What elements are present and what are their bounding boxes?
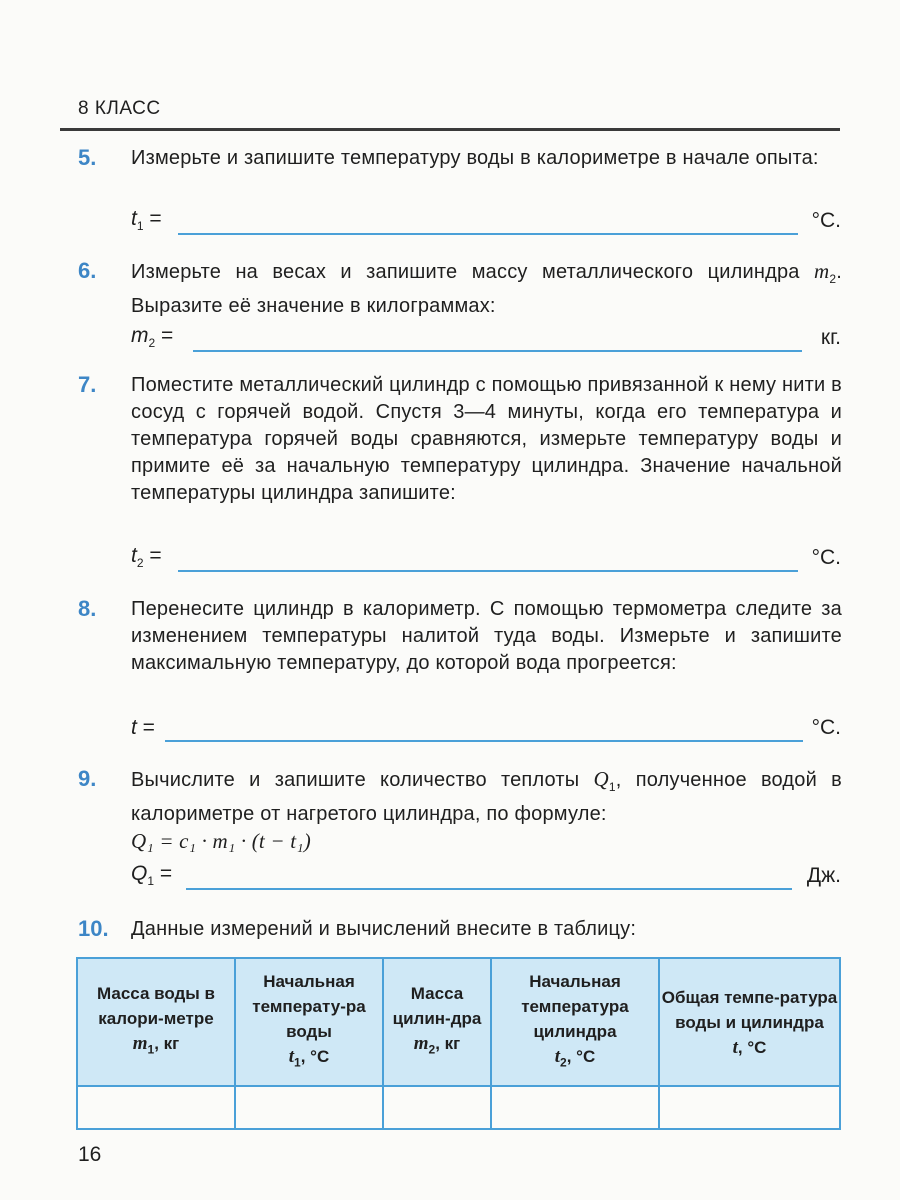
task-8 xyxy=(78,596,842,677)
task-text: Измерьте и запишите температуру воды в калориметре в начале опыта: xyxy=(131,147,819,169)
answer-line[interactable] xyxy=(193,350,802,352)
task-text: Измерьте на весах и запишите массу металлического цилиндра $m_2$. Выразите её значение в килограммах: xyxy=(131,259,842,317)
page-header: 8 КЛАСС xyxy=(78,98,161,119)
task-6 xyxy=(78,258,842,320)
answer-label: $m_2$ = xyxy=(131,323,174,350)
formula: Q₁ = c₁ · m₁ · (t − t₁) xyxy=(131,829,311,853)
answer-label: $t_1$ = xyxy=(131,206,162,233)
answer-unit: °C. xyxy=(811,209,841,232)
answer-line[interactable] xyxy=(165,740,803,742)
table-cell[interactable] xyxy=(491,1086,659,1129)
task-text: Данные измерений и вычислений внесите в таблицу: xyxy=(131,918,637,940)
task-text: Перенесите цилиндр в калориметр. С помощью термометра следите за изменением температуры налитой туда воды. Измерьте и запишите максимальную температуру, до которой вода прогреется: xyxy=(131,598,842,674)
answer-t1 xyxy=(131,205,841,235)
results-table xyxy=(76,957,841,1130)
header-rule xyxy=(60,128,840,131)
task-text: Вычислите и запишите количество теплоты $Q_1$, полученное водой в калориметре от нагретого цилиндра, по формуле: Q₁ = c₁ · m₁ · (t − t₁) xyxy=(131,767,842,853)
answer-m2 xyxy=(131,322,841,352)
answer-t xyxy=(131,712,841,742)
task-text: Поместите металлический цилиндр с помощью привязанной к нему нити в сосуд с горячей водой. Спустя 3—4 минуты, когда его температура и температура горячей воды сравняются, измерьте температуру воды и примите её за начальную температуру цилиндра. Значение начальной температуры цилиндра запишите: xyxy=(131,374,842,504)
task-number: 5. xyxy=(78,145,97,170)
table-cell[interactable] xyxy=(77,1086,235,1129)
task-number: 6. xyxy=(78,258,97,283)
task-9 xyxy=(78,766,842,856)
answer-label: $Q_1$ = xyxy=(131,861,173,888)
task-10 xyxy=(78,916,842,943)
task-number: 10. xyxy=(78,916,109,941)
column-header: Начальная температура цилиндра $t_2$, °C xyxy=(491,958,659,1086)
column-header: Масса цилин-дра $m_2$, кг xyxy=(383,958,491,1086)
task-number: 7. xyxy=(78,372,97,397)
answer-line[interactable] xyxy=(186,888,792,890)
task-number: 9. xyxy=(78,766,97,791)
answer-label: t = xyxy=(131,716,155,739)
task-5 xyxy=(78,145,842,172)
page-number: 16 xyxy=(78,1143,102,1166)
answer-t2 xyxy=(131,542,841,572)
table-cell[interactable] xyxy=(383,1086,491,1129)
table-cell[interactable] xyxy=(659,1086,840,1129)
answer-label: $t_2$ = xyxy=(131,543,162,570)
column-header: Начальная температу-ра воды $t_1$, °C xyxy=(235,958,383,1086)
answer-q1 xyxy=(131,860,841,890)
answer-line[interactable] xyxy=(178,570,798,572)
table-cell[interactable] xyxy=(235,1086,383,1129)
answer-unit: °C. xyxy=(811,716,841,739)
table-row xyxy=(77,1086,840,1129)
answer-unit: кг. xyxy=(820,326,841,349)
task-7 xyxy=(78,372,842,507)
task-number: 8. xyxy=(78,596,97,621)
answer-line[interactable] xyxy=(178,233,798,235)
column-header: Общая темпе-ратура воды и цилиндра t, °C xyxy=(659,958,840,1086)
answer-unit: °C. xyxy=(811,546,841,569)
column-header: Масса воды в калори-метре $m_1$, кг xyxy=(77,958,235,1086)
answer-unit: Дж. xyxy=(806,864,841,887)
